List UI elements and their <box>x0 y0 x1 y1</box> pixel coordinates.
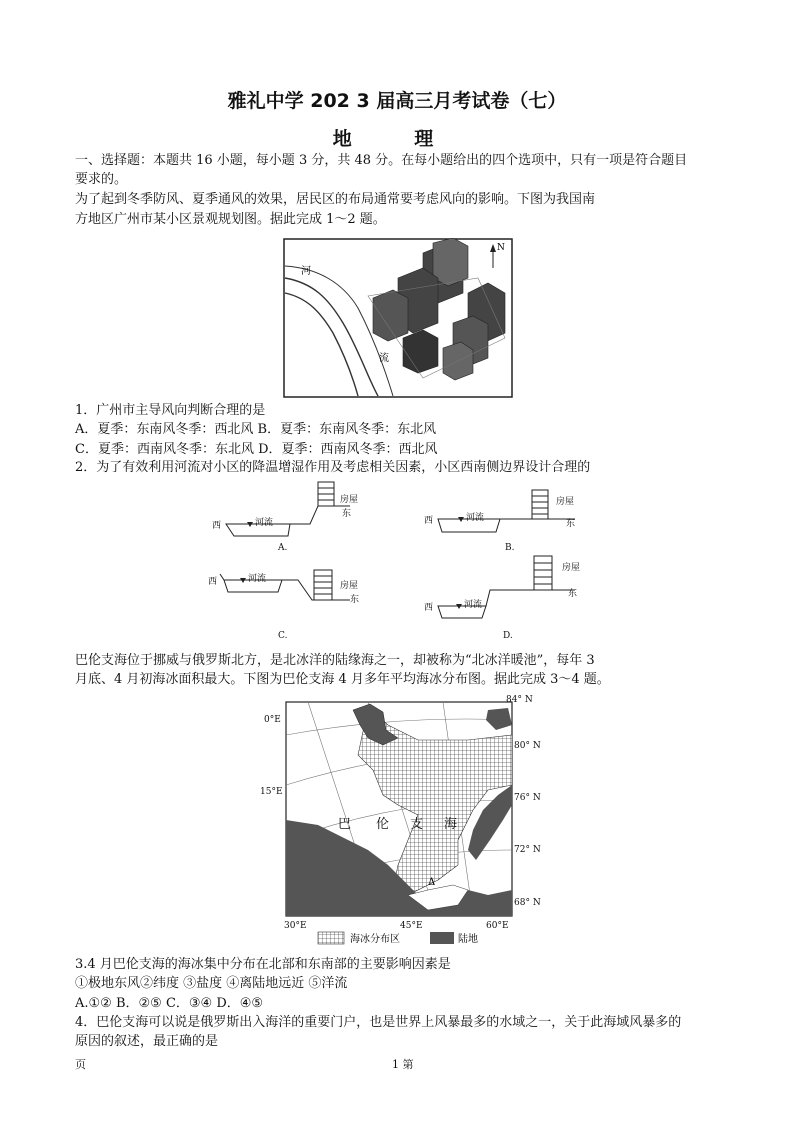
profile-option-c <box>208 570 359 641</box>
option-b-label: B. <box>505 543 515 553</box>
option-d-label: D. <box>503 631 513 641</box>
river-label-1: 河 <box>301 266 311 277</box>
sea-char-2: 伦 <box>376 817 390 832</box>
lon-label-60: 60°E <box>486 921 509 931</box>
house-label: 房屋 <box>562 563 581 573</box>
lon-label-15: 15°E <box>260 787 283 797</box>
footer-page-number: 1 第 <box>392 1058 414 1071</box>
q4-stem-line2: 原因的叙述，最正确的是 <box>75 1034 219 1049</box>
passage1-line2: 方地区广州市某小区景观规划图。据此完成 1～2 题。 <box>75 212 386 227</box>
profile-option-a <box>212 482 358 553</box>
paper-title: 雅礼中学 202 3 届高三月考试卷（七） <box>227 90 567 112</box>
legend-ice-label: 海冰分布区 <box>350 934 400 945</box>
q1-stem: 1．广州市主导风向判断合理的是 <box>75 403 266 418</box>
river-label: 河流 <box>464 600 483 610</box>
q2-stem: 2．为了有效利用河流对小区的降温增湿作用及考虑相关因素，小区西南侧边界设计合理的 <box>75 460 591 475</box>
river-label: 河流 <box>248 574 267 584</box>
lon-label-0: 0°E <box>264 715 281 725</box>
option-a-label: A. <box>278 543 288 553</box>
lat-label-84: 84° N <box>506 695 533 705</box>
east-label: 东 <box>568 589 578 599</box>
north-label: N <box>497 243 505 253</box>
lon-label-30: 30°E <box>284 921 307 931</box>
lat-label-80: 80° N <box>514 741 541 751</box>
q4-stem-line1: 4．巴伦支海可以说是俄罗斯出入海洋的重要门户，也是世界上风暴最多的水域之一，关于此海域风暴多的 <box>75 1015 682 1030</box>
section-intro-line1: 一、选择题：本题共 16 小题，每小题 3 分，共 48 分。在每小题给出的四个选项中，只有一项是符合题目 <box>75 153 688 168</box>
triangle-marker: Δ <box>428 877 436 888</box>
east-label: 东 <box>350 595 360 605</box>
east-label: 东 <box>566 519 576 529</box>
sea-char-3: 支 <box>410 817 424 832</box>
passage2-line1: 巴伦支海位于挪威与俄罗斯北方，是北冰洋的陆缘海之一，却被称为“北冰洋暖池”，每年 3 <box>75 653 595 668</box>
west-label: 西 <box>208 577 218 587</box>
profile-option-b <box>424 490 575 553</box>
legend-land-label: 陆地 <box>458 934 478 945</box>
option-c-label: C. <box>278 631 288 641</box>
q3-factors: ①极地东风②纬度 ③盐度 ④离陆地远近 ⑤洋流 <box>75 976 348 991</box>
sea-char-4: 海 <box>444 817 458 832</box>
house-label: 房屋 <box>556 497 575 507</box>
footer-left: 页 <box>75 1058 86 1071</box>
house-label: 房屋 <box>340 495 359 505</box>
subject-title: 地 理 <box>332 128 462 150</box>
passage2-line2: 月底、4 月初海冰面积最大。下图为巴伦支海 4 月多年平均海冰分布图。据此完成 3～4 题。 <box>75 672 610 687</box>
lat-label-68: 68° N <box>514 898 541 908</box>
q1-options-row1: A．夏季：东南风冬季：西北风 B．夏季：东南风冬季：东北风 <box>75 422 437 437</box>
q1-options-row2: C．夏季：西南风冬季：东北风 D．夏季：西南风冬季：西北风 <box>75 442 438 457</box>
profile-option-d <box>424 556 580 641</box>
q3-options: A.①② B．②⑤ C．③④ D．④⑤ <box>75 996 264 1011</box>
legend-ice-swatch <box>318 932 344 944</box>
river-label: 河流 <box>255 518 274 528</box>
lat-label-76: 76° N <box>514 793 541 803</box>
lat-label-72: 72° N <box>514 845 541 855</box>
residential-plan-figure <box>283 238 513 398</box>
east-label: 东 <box>342 509 352 519</box>
section-intro-line2: 要求的。 <box>75 172 128 187</box>
river-label-2: 流 <box>379 353 389 364</box>
legend-land-swatch <box>430 932 454 944</box>
west-label: 西 <box>424 516 434 526</box>
house-label: 房屋 <box>340 581 359 591</box>
q3-stem: 3.4 月巴伦支海的海冰集中分布在北部和东南部的主要影响因素是 <box>75 957 451 972</box>
west-label: 西 <box>424 603 434 613</box>
passage1-line1: 为了起到冬季防风、夏季通风的效果，居民区的布局通常要考虑风向的影响。下图为我国南 <box>75 192 596 207</box>
sea-char-1: 巴 <box>338 817 352 832</box>
barents-sea-ice-map <box>258 690 548 950</box>
river-label: 河流 <box>466 513 485 523</box>
west-label: 西 <box>212 521 222 531</box>
lon-label-45: 45°E <box>400 921 423 931</box>
q2-profile-diagrams <box>200 478 600 648</box>
